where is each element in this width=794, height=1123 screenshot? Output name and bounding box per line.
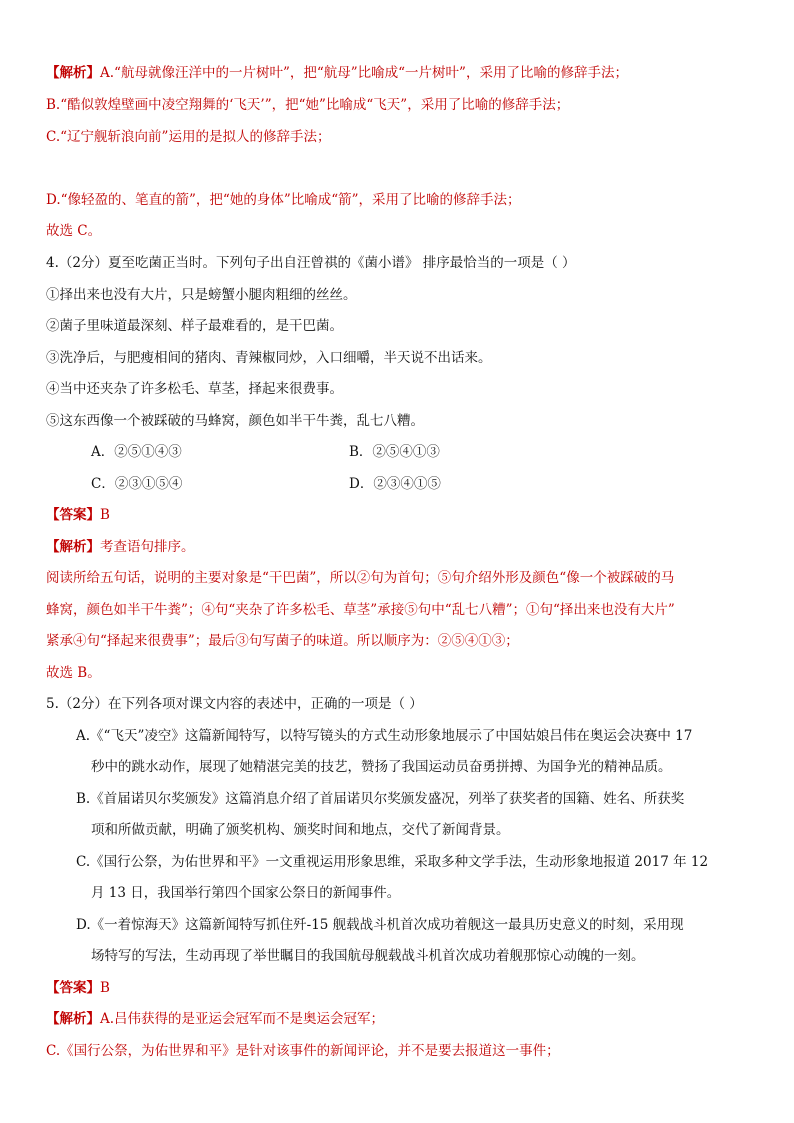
analysis-tag: 【解析】 [46, 65, 100, 81]
q4-option-b: B．②⑤④①③ [349, 444, 440, 460]
q3-analysis-line-d: D.“像轻盈的、笔直的箭”，把“她的身体”比喻成“箭”，采用了比喻的修辞手法； [46, 192, 521, 208]
analysis-text: 考查语句排序。 [100, 539, 195, 555]
q4-stem: 4.（2分）夏至吃菌正当时。下列句子出自汪曾祺的《菌小谱》 排序最恰当的一项是（ ） [46, 255, 576, 271]
q5-option-b-line-1: B.《首届诺贝尔奖颁发》这篇消息介绍了首届诺贝尔奖颁发盛况，列举了获奖者的国籍、姓名、所获奖 [76, 791, 685, 807]
q3-analysis-line-a [46, 63, 628, 83]
q4-sentence-2: ②菌子里味道最深刻、样子最难看的，是干巴菌。 [46, 318, 343, 334]
q5-analysis-line-a [46, 1009, 384, 1029]
q3-analysis-line-c: C.“辽宁舰斩浪向前”运用的是拟人的修辞手法； [46, 129, 331, 145]
q4-sentence-5: ⑤这东西像一个被踩破的马蜂窝，颜色如半干牛粪，乱七八糟。 [46, 413, 424, 429]
q4-sentence-1: ①择出来也没有大片，只是螃蟹小腿肉粗细的丝丝。 [46, 287, 357, 303]
q4-analysis-line-1: 阅读所给五句话，说明的主要对象是“干巴菌”，所以②句为首句；⑤句介绍外形及颜色“像一个被踩破的马 [46, 570, 675, 586]
q5-option-c-line-1: C.《国行公祭，为佑世界和平》一文重视运用形象思维，采取多种文学手法，生动形象地报道 2017 年 12 [76, 854, 709, 870]
q4-answer-line [46, 505, 110, 525]
q4-option-c: C．②③①⑤④ [91, 476, 183, 492]
answer-value: B [100, 980, 110, 996]
q5-option-d-line-1: D.《一着惊海天》这篇新闻特写抓住歼-15 舰载战斗机首次成功着舰这一最具历史意义的时刻，采用现 [76, 917, 684, 933]
q5-analysis-line-c: C.《国行公祭，为佑世界和平》是针对该事件的新闻评论，并不是要去报道这一事件； [46, 1043, 560, 1059]
q5-stem: 5.（2分）在下列各项对课文内容的表述中，正确的一项是（ ） [46, 696, 423, 712]
q5-option-d-line-2: 场特写的写法，生动再现了举世瞩目的我国航母舰载战斗机首次成功着舰那惊心动魄的一刻。 [91, 948, 645, 964]
q4-option-d: D．②③④①⑤ [349, 476, 441, 492]
answer-value: B [100, 507, 110, 523]
q4-analysis-line-3: 紧承④句“择起来很费事”；最后③句写菌子的味道。所以顺序为：②⑤④①③； [46, 633, 519, 649]
q4-analysis-line-2: 蜂窝，颜色如半干牛粪”；④句“夹杂了许多松毛、草茎”承接⑤句中“乱七八糟”；①句“择出来也没有大片” [46, 602, 675, 618]
q4-conclusion: 故选 B。 [46, 665, 101, 681]
q3-conclusion: 故选 C。 [46, 223, 102, 239]
q5-option-c-line-2: 月 13 日，我国举行第四个国家公祭日的新闻事件。 [91, 885, 401, 901]
q4-analysis-head [46, 537, 195, 557]
analysis-text: A.吕伟获得的是亚运会冠军而不是奥运会冠军； [100, 1011, 385, 1027]
q4-sentence-4: ④当中还夹杂了许多松毛、草茎，择起来很费事。 [46, 381, 343, 397]
q3-analysis-line-b: B.“酷似敦煌壁画中凌空翔舞的‘飞天’”，把“她”比喻成“飞天”，采用了比喻的修辞手法； [46, 97, 570, 113]
q5-answer-line [46, 978, 110, 998]
answer-tag: 【答案】 [46, 507, 100, 523]
analysis-tag: 【解析】 [46, 539, 100, 555]
q4-sentence-3: ③洗净后，与肥瘦相间的猪肉、青辣椒同炒，入口细嚼，半天说不出话来。 [46, 350, 492, 366]
analysis-text: A.“航母就像汪洋中的一片树叶”，把“航母”比喻成“一片树叶”，采用了比喻的修辞手法； [100, 65, 628, 81]
answer-tag: 【答案】 [46, 980, 100, 996]
q5-option-a-line-1: A.《“飞天”凌空》这篇新闻特写，以特写镜头的方式生动形象地展示了中国姑娘吕伟在奥运会决赛中 17 [76, 728, 693, 744]
q5-option-b-line-2: 项和所做贡献，明确了颁奖机构、颁奖时间和地点，交代了新闻背景。 [91, 822, 510, 838]
analysis-tag: 【解析】 [46, 1011, 100, 1027]
q5-option-a-line-2: 秒中的跳水动作，展现了她精湛完美的技艺，赞扬了我国运动员奋勇拼搏、为国争光的精神品质。 [91, 759, 672, 775]
q4-option-a: A．②⑤①④③ [91, 444, 182, 460]
